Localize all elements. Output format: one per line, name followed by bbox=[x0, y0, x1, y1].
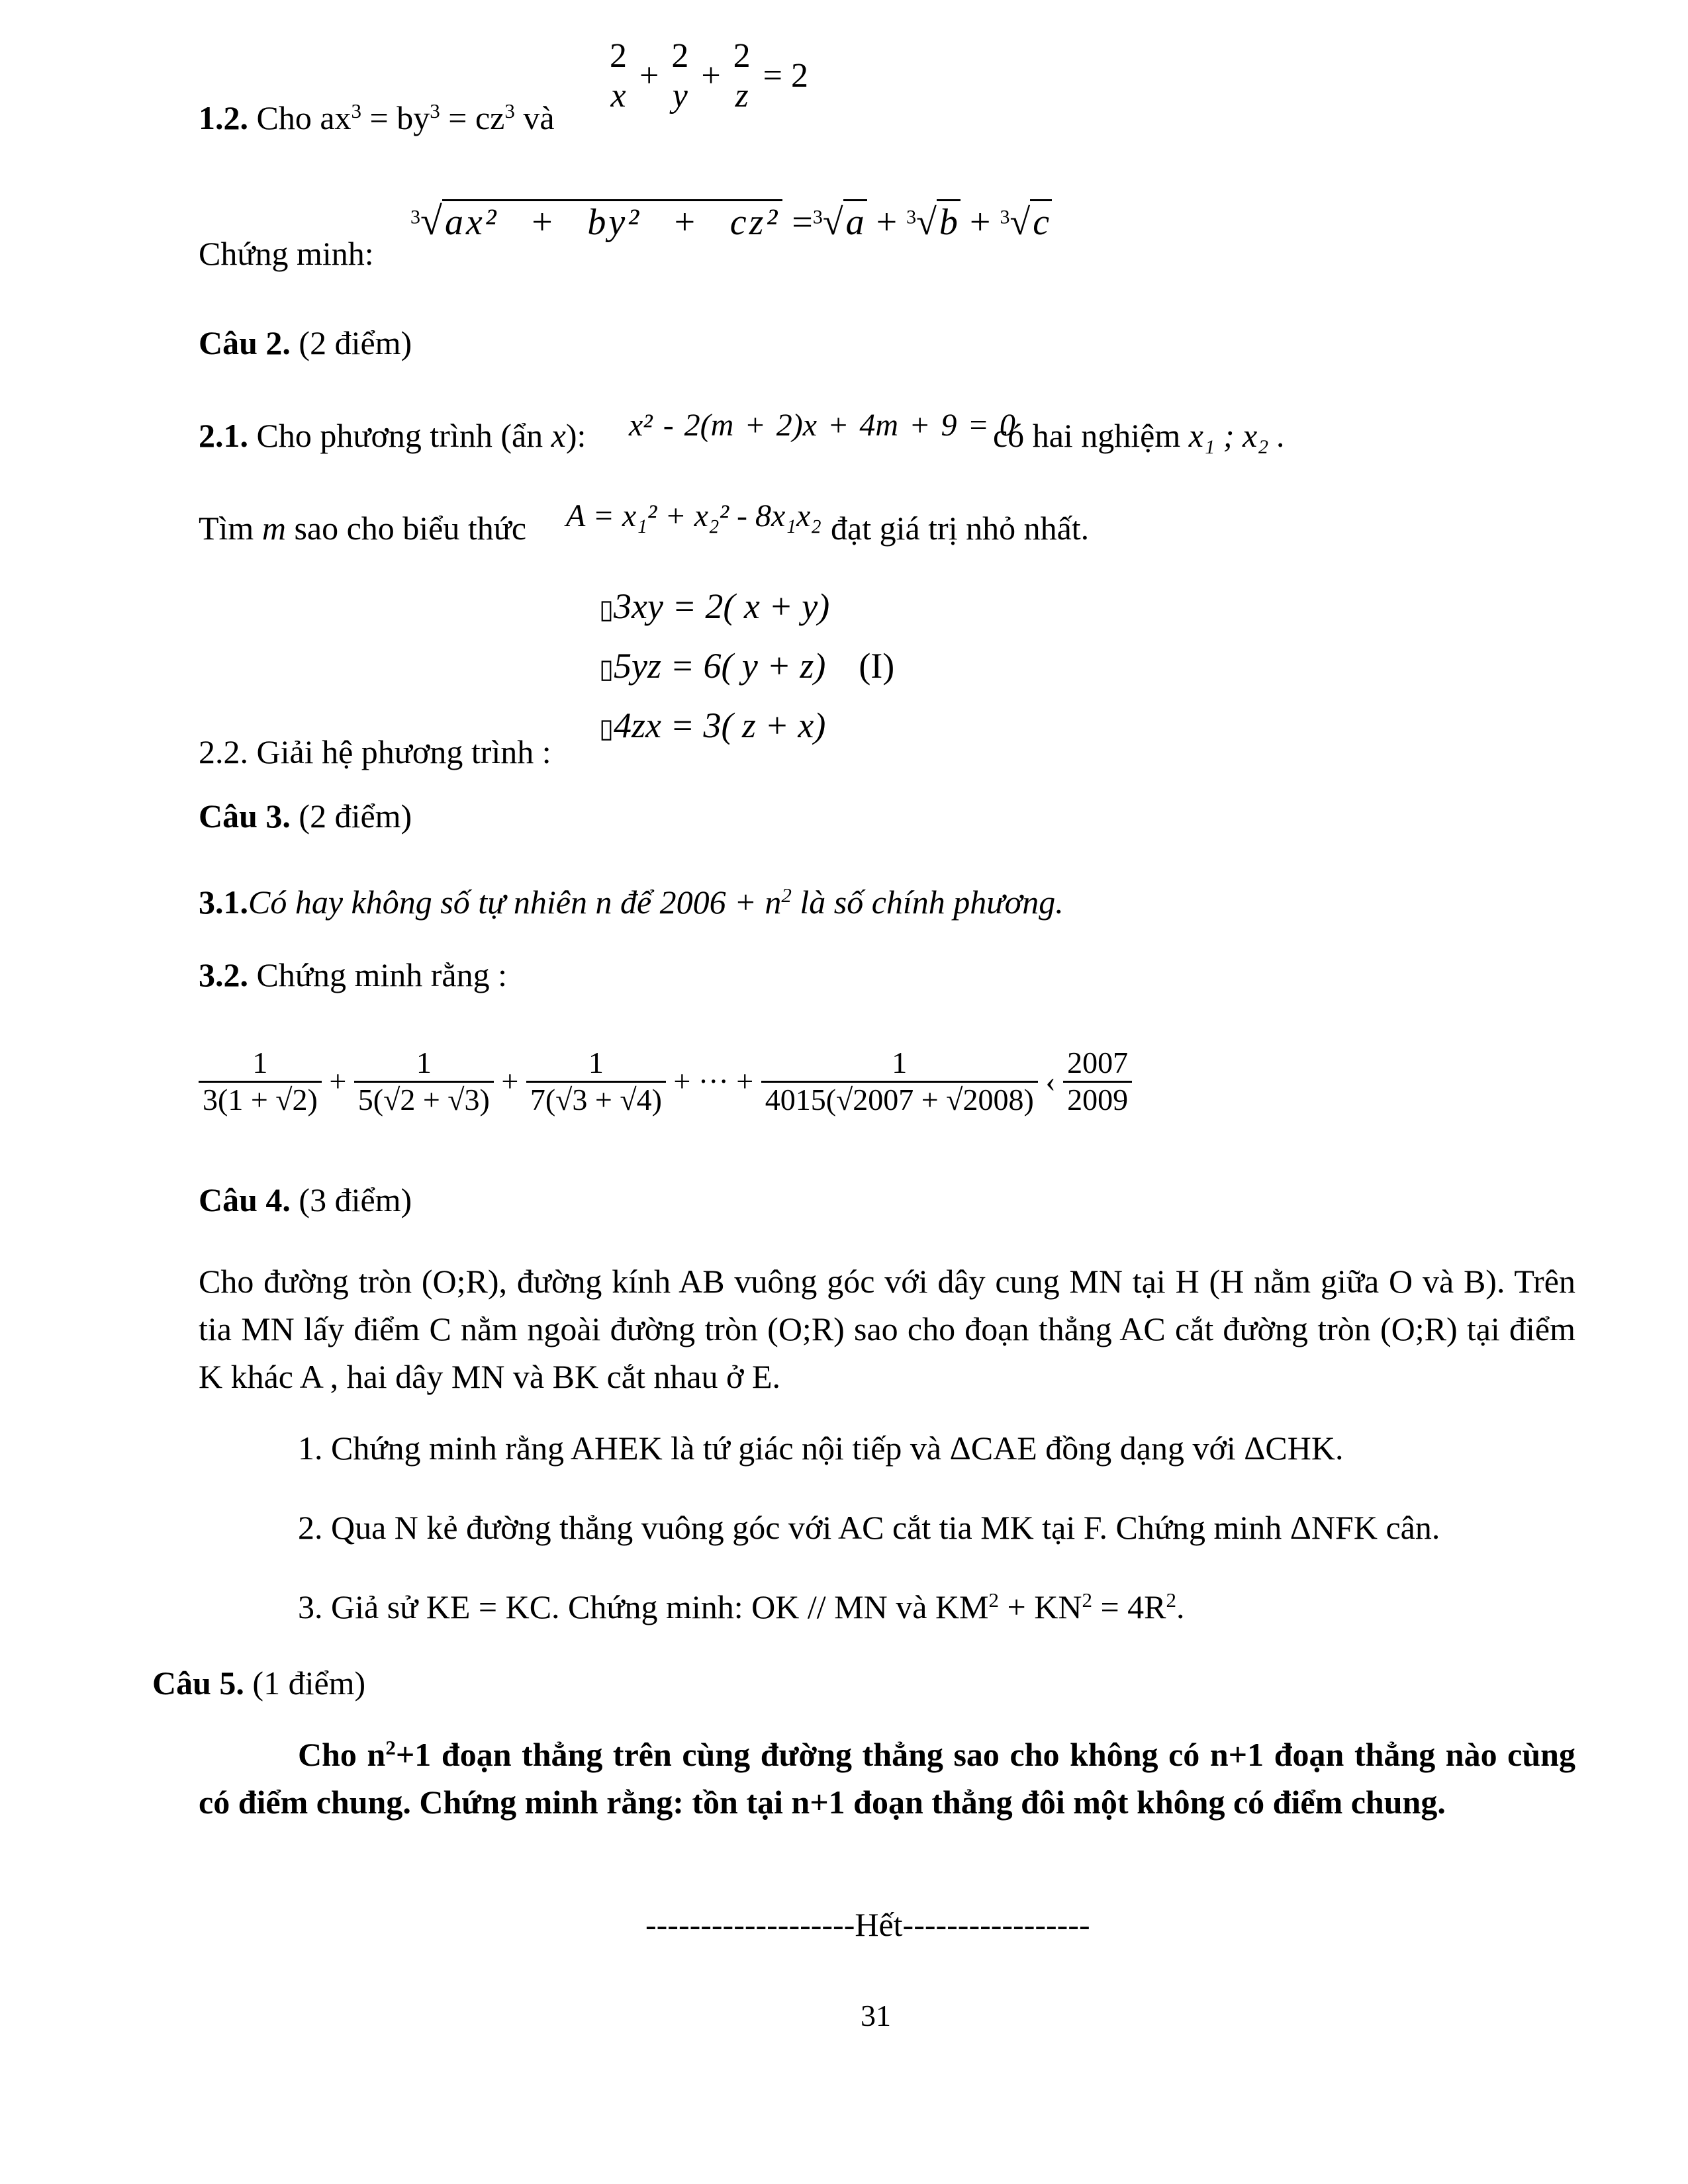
q2-2-system: ▯3xy = 2( x + y) ▯5yz = 6( y + z) (I) ▯4zx = 3( z + x) bbox=[599, 586, 895, 745]
cau-2-heading: Câu 2. (2 điểm) bbox=[199, 324, 412, 361]
term-2: $\frac{1}{5(√2 + √3)}$ bbox=[354, 1046, 494, 1118]
q2-2-label: 2.2. Giải hệ phương trình : bbox=[199, 733, 551, 770]
system-label: (I) bbox=[859, 646, 895, 686]
system-eq-3: 4zx = 3( z + x) bbox=[614, 705, 826, 745]
system-eq-2: 5yz = 6( y + z) bbox=[614, 646, 826, 686]
fraction-2-over-x: 2 x bbox=[610, 37, 627, 114]
q3-2-inequality: $\frac{1}{3(1 + √2)}$ + $\frac{1}{5(√2 + √3)}$ + $\frac{1}{7(√3 + √4)}$ + ··· + $\frac{1}{4015(√2007 + √2008)}$ ‹ $\frac{2007}{2009}$ bbox=[199, 1046, 1132, 1118]
root-expression: ax² + by² + cz² bbox=[442, 199, 782, 244]
term-1: $\frac{1}{3(1 + √2)}$ bbox=[199, 1046, 322, 1118]
q1-2-label: 1.2. bbox=[199, 99, 248, 136]
rhs-fraction: $\frac{2007}{2009}$ bbox=[1063, 1046, 1132, 1118]
page-number: 31 bbox=[861, 1999, 891, 2032]
q1-2-prove-line: Chứng minh: bbox=[199, 235, 374, 272]
cau-3-heading: Câu 3. (2 điểm) bbox=[199, 797, 412, 835]
fraction-2-over-y: 2 y bbox=[671, 37, 689, 114]
q1-2-line: 1.2. Cho $ax^3 = by^3 = cz^3$ và bbox=[199, 99, 555, 136]
q2-1-find-end: đạt giá trị nhỏ nhất. bbox=[831, 510, 1090, 547]
cau-4-item-1: 1. Chứng minh rằng AHEK là tứ giác nội tiếp và ΔCAE đồng dạng với ΔCHK. bbox=[298, 1430, 1344, 1467]
system-eq-1: 3xy = 2( x + y) bbox=[614, 586, 830, 626]
cau-5-paragraph: Cho $n^2+1$ đoạn thẳng trên cùng đường thẳng sao cho không có n+1 đoạn thẳng nào cùng có điểm chung. Chứng minh rằng: tồn tại n+1 đoạn thẳng đôi một không có điểm chung. bbox=[199, 1735, 1575, 1821]
fraction-2-over-z: 2 z bbox=[733, 37, 751, 114]
end-mark: -------------------Hết----------------- bbox=[645, 1906, 1090, 1943]
q2-1-roots: có hai nghiệm x₁ ; x₂ . bbox=[993, 417, 1286, 454]
cau-4-heading: Câu 4. (3 điểm) bbox=[199, 1181, 412, 1218]
term-3: $\frac{1}{7(√3 + √4)}$ bbox=[526, 1046, 666, 1118]
q3-2-line: 3.2. Chứng minh rằng : bbox=[199, 956, 507, 993]
q1-2-condition-equation: 2 x + 2 y + 2 z = 2 bbox=[606, 36, 808, 116]
cau-4-paragraph: Cho đường tròn (O;R), đường kính AB vuông góc với dây cung MN tại H (H nằm giữa O và B). Trên tia MN lấy điểm C nằm ngoài đường tròn (O;R) sao cho đoạn thẳng AC cắt đường tròn (O;R) tại điểm K khác A , hai dây MN và BK cắt nhau ở E. bbox=[199, 1263, 1575, 1395]
q2-1-equation: x² - 2(m + 2)x + 4m + 9 = 0 bbox=[629, 408, 1015, 443]
cau-4-item-2: 2. Qua N kẻ đường thẳng vuông góc với AC cắt tia MK tại F. Chứng minh ΔNFK cân. bbox=[298, 1509, 1440, 1546]
q1-2-cube-root-identity: $^3$√ax² + by² + cz² =$^3$√a + $^3$√b + $^3$√c bbox=[410, 199, 1052, 244]
q2-1-expression: A = x₁² + x₂² - 8x₁x₂ bbox=[566, 498, 821, 533]
term-last: $\frac{1}{4015(√2007 + √2008)}$ bbox=[761, 1046, 1038, 1118]
q2-1-find-line: Tìm m sao cho biểu thức bbox=[199, 510, 527, 547]
cau-4-item-3: 3. Giả sử KE = KC. Chứng minh: OK // MN và $KM^2 + KN^2 = 4R^2$. bbox=[298, 1588, 1185, 1625]
q2-1-line: 2.1. Cho phương trình (ẩn x): bbox=[199, 417, 586, 454]
cau-5-heading: Câu 5. (1 điểm) bbox=[152, 1664, 366, 1702]
q3-1-line: 3.1.Có hay không số tự nhiên n để $2006 + n^2$ là số chính phương. bbox=[199, 883, 1064, 921]
